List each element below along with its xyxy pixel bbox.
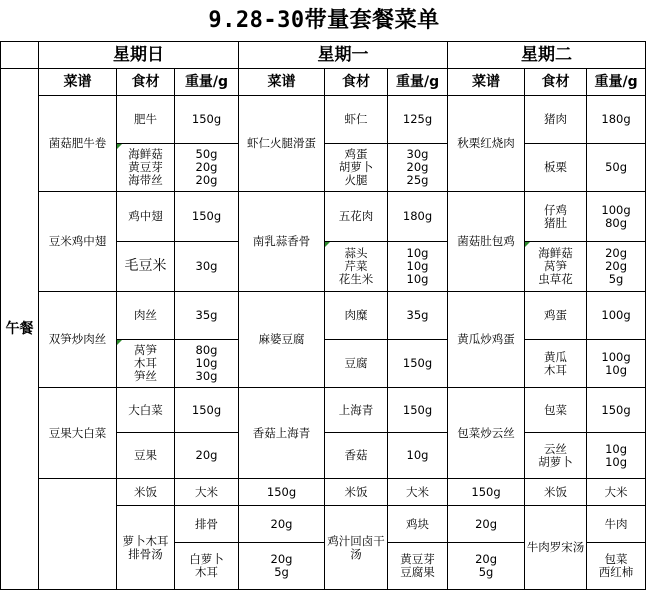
weight-cell [175,292,239,340]
dish-name: 米饭 [525,479,587,506]
ingredient: 豆腐果 [400,565,435,579]
weight: 10g [605,362,627,377]
weight-cell [388,340,448,388]
ingredient-cell [525,388,587,433]
meal-label-dinner [39,479,117,590]
weight-cell [448,506,525,543]
col-header-ingredient-mon: 食材 [325,69,388,96]
ingredient-cell [117,292,175,340]
ingredient-cell [587,543,646,590]
ingredient: 黄瓜 [544,349,568,364]
ingredient-cell [525,433,587,479]
weight-cell [388,242,448,292]
ingredient: 包菜 [604,552,628,566]
weight-cell [587,96,646,144]
weight-cell [175,144,239,192]
ingredient: 大米 [604,484,628,499]
ingredient-cell [388,506,448,543]
weight: 20g [605,246,627,260]
weight-cell [388,96,448,144]
ingredient: 海鲜菇 [538,246,573,260]
ingredient: 海鲜菇 [128,147,163,161]
ingredient: 莴笋 [134,343,157,357]
dish-name-line: 萝卜木耳 [122,533,169,548]
dish-name: 菌菇肥牛卷 [39,96,117,192]
weight-cell [175,433,239,479]
ingredient: 五花肉 [338,209,374,223]
ingredient: 大白菜 [128,402,163,417]
weight-cell [175,340,239,388]
col-header-dish-sun: 菜谱 [39,69,117,96]
ingredient: 大米 [195,484,218,499]
ingredient-cell [325,388,388,433]
weight: 30g [406,147,429,161]
weight-cell [239,506,325,543]
ingredient-cell [587,479,646,506]
weight-cell [175,388,239,433]
ingredient: 莴笋 [544,259,568,273]
weight-cell [239,543,325,590]
weight: 150g [266,484,297,499]
ingredient: 豆果 [134,448,157,462]
weight-cell [587,340,646,388]
ingredient: 排骨 [195,516,218,531]
weight-cell [175,96,239,144]
ingredient: 木耳 [544,362,568,377]
ingredient: 笋丝 [134,369,157,383]
weight: 50g [605,160,627,174]
menu-table [0,41,646,590]
ingredient: 西红柿 [598,565,634,579]
ingredient: 胡萝卜 [538,454,573,469]
ingredient-cell [117,242,175,292]
ingredient: 鸡块 [406,516,430,531]
weight: 10g [406,448,429,462]
weight: 150g [191,402,222,417]
dish-name: 牛肉罗宋汤 [525,506,587,590]
weight: 20g [195,173,218,187]
ingredient: 板栗 [544,160,568,174]
weight-cell [388,144,448,192]
weight: 150g [471,484,501,499]
weight: 20g [475,552,497,566]
weight: 20g [195,448,218,462]
weight: 10g [406,272,429,286]
ingredient: 鸡中翅 [128,209,163,223]
weight: 20g [270,516,293,531]
col-header-dish-tue: 菜谱 [448,69,525,96]
ingredient-cell [325,340,388,388]
weight: 10g [406,259,429,273]
ingredient-cell [525,292,587,340]
ingredient: 肥牛 [134,112,157,126]
ingredient-cell [117,433,175,479]
ingredient: 花生米 [338,272,374,286]
ingredient: 鸡蛋 [544,308,568,322]
weight-cell [587,144,646,192]
weight: 20g [605,259,627,273]
ingredient-cell [325,292,388,340]
weight: 180g [402,209,433,223]
ingredient: 火腿 [344,173,368,187]
col-header-weight-tue: 重量/g [587,69,646,96]
ingredient-cell [388,543,448,590]
weight: 100g [601,202,631,217]
ingredient: 鸡蛋 [344,147,368,161]
ingredient: 云丝 [544,441,568,456]
dish-name: 米饭 [117,479,175,506]
ingredient: 牛肉 [604,516,628,531]
ingredient: 香菇 [344,448,368,462]
ingredient-cell [525,96,587,144]
weight: 20g [406,160,429,174]
weight: 5g [478,565,494,579]
dish-name: 南乳蒜香骨 [239,192,325,292]
weight: 10g [406,246,429,260]
ingredient-cell [117,388,175,433]
dish-name: 豆果大白菜 [39,388,117,479]
day-header-mon: 星期一 [239,42,448,69]
weight-cell [587,242,646,292]
weight: 180g [601,112,631,126]
ingredient: 蒜头 [344,246,368,260]
ingredient: 大米 [406,484,430,499]
ingredient: 虫草花 [538,272,573,286]
weight: 20g [270,552,293,566]
col-header-dish-mon: 菜谱 [239,69,325,96]
ingredient: 黄豆芽 [128,160,163,174]
ingredient-cell [525,242,587,292]
weight-cell [388,292,448,340]
dish-name: 豆米鸡中翅 [39,192,117,292]
ingredient-cell [117,144,175,192]
ingredient: 虾仁 [344,112,368,126]
weight: 20g [195,160,218,174]
ingredient: 仔鸡 [544,202,568,217]
weight-cell [388,192,448,242]
day-header-sun: 星期日 [39,42,239,69]
ingredient-cell [587,506,646,543]
dish-name: 鸡汁回卤干汤 [325,506,388,590]
weight-cell [587,292,646,340]
dish-name: 包菜炒云丝 [448,388,525,479]
ingredient-cell [325,96,388,144]
weight-cell [175,242,239,292]
weight: 125g [402,112,433,126]
ingredient: 木耳 [195,565,218,579]
weight: 150g [402,356,433,370]
ingredient: 木耳 [134,356,157,370]
weight: 150g [191,209,222,223]
dish-name: 麻婆豆腐 [239,292,325,388]
weight: 30g [195,259,218,273]
ingredient: 芹菜 [344,259,368,273]
weight: 80g [605,215,627,230]
meal-label-lunch: 午餐 [1,69,39,590]
col-header-weight-mon: 重量/g [388,69,448,96]
ingredient-cell [175,479,239,506]
weight-cell [587,388,646,433]
ingredient-cell [325,144,388,192]
weight: 35g [406,308,429,322]
weight-cell [448,543,525,590]
dish-name [117,506,175,590]
ingredient: 黄豆芽 [400,552,435,566]
weight: 10g [605,441,627,456]
weight-cell [239,479,325,506]
ingredient: 猪肚 [544,215,568,230]
weight: 100g [601,349,631,364]
weight-cell [388,433,448,479]
ingredient: 肉丝 [134,308,157,322]
ingredient-cell [117,192,175,242]
ingredient: 豆腐 [344,356,368,370]
weight-cell [175,192,239,242]
ingredient: 白萝卜 [189,552,224,566]
col-header-ingredient-sun: 食材 [117,69,175,96]
weight-cell [388,388,448,433]
ingredient: 上海青 [338,402,374,417]
dish-name: 菌菇肚包鸡 [448,192,525,292]
dish-name: 黄瓜炒鸡蛋 [448,292,525,388]
dish-name: 虾仁火腿滑蛋 [239,96,325,192]
ingredient-cell [388,479,448,506]
weight: 20g [475,516,497,531]
dish-name: 香菇上海青 [239,388,325,479]
ingredient-cell [175,506,239,543]
weight: 5g [608,272,624,286]
weight-cell [587,433,646,479]
weight: 50g [195,147,218,161]
ingredient: 毛豆米 [124,258,167,274]
weight: 150g [601,402,631,417]
weight: 25g [406,173,429,187]
weight: 30g [195,369,218,383]
ingredient-cell [525,340,587,388]
weight: 80g [195,343,218,357]
weight: 10g [195,356,218,370]
weight: 10g [605,454,627,469]
weight: 35g [195,308,218,322]
ingredient: 包菜 [544,402,568,417]
ingredient-cell [175,543,239,590]
ingredient-cell [325,433,388,479]
ingredient-cell [117,340,175,388]
col-header-ingredient-tue: 食材 [525,69,587,96]
ingredient: 胡萝卜 [338,160,374,174]
dish-name-line: 排骨汤 [128,546,163,561]
day-header-tue: 星期二 [448,42,646,69]
col-header-weight-sun: 重量/g [175,69,239,96]
ingredient-cell [325,242,388,292]
weight: 100g [601,308,631,322]
weight-cell [587,192,646,242]
ingredient-cell [117,96,175,144]
page-title: 9.28-30带量套餐菜单 [208,8,440,33]
dish-name: 秋栗红烧肉 [448,96,525,192]
ingredient-cell [325,192,388,242]
ingredient: 猪肉 [544,112,568,126]
dish-name: 米饭 [325,479,388,506]
ingredient: 肉糜 [344,308,368,322]
corner-cell [1,42,39,69]
ingredient-cell [525,192,587,242]
weight: 150g [402,402,433,417]
weight: 5g [274,565,289,579]
ingredient: 海带丝 [128,173,163,187]
ingredient-cell [525,144,587,192]
dish-name: 双笋炒肉丝 [39,292,117,388]
weight-cell [448,479,525,506]
weight: 150g [191,112,222,126]
